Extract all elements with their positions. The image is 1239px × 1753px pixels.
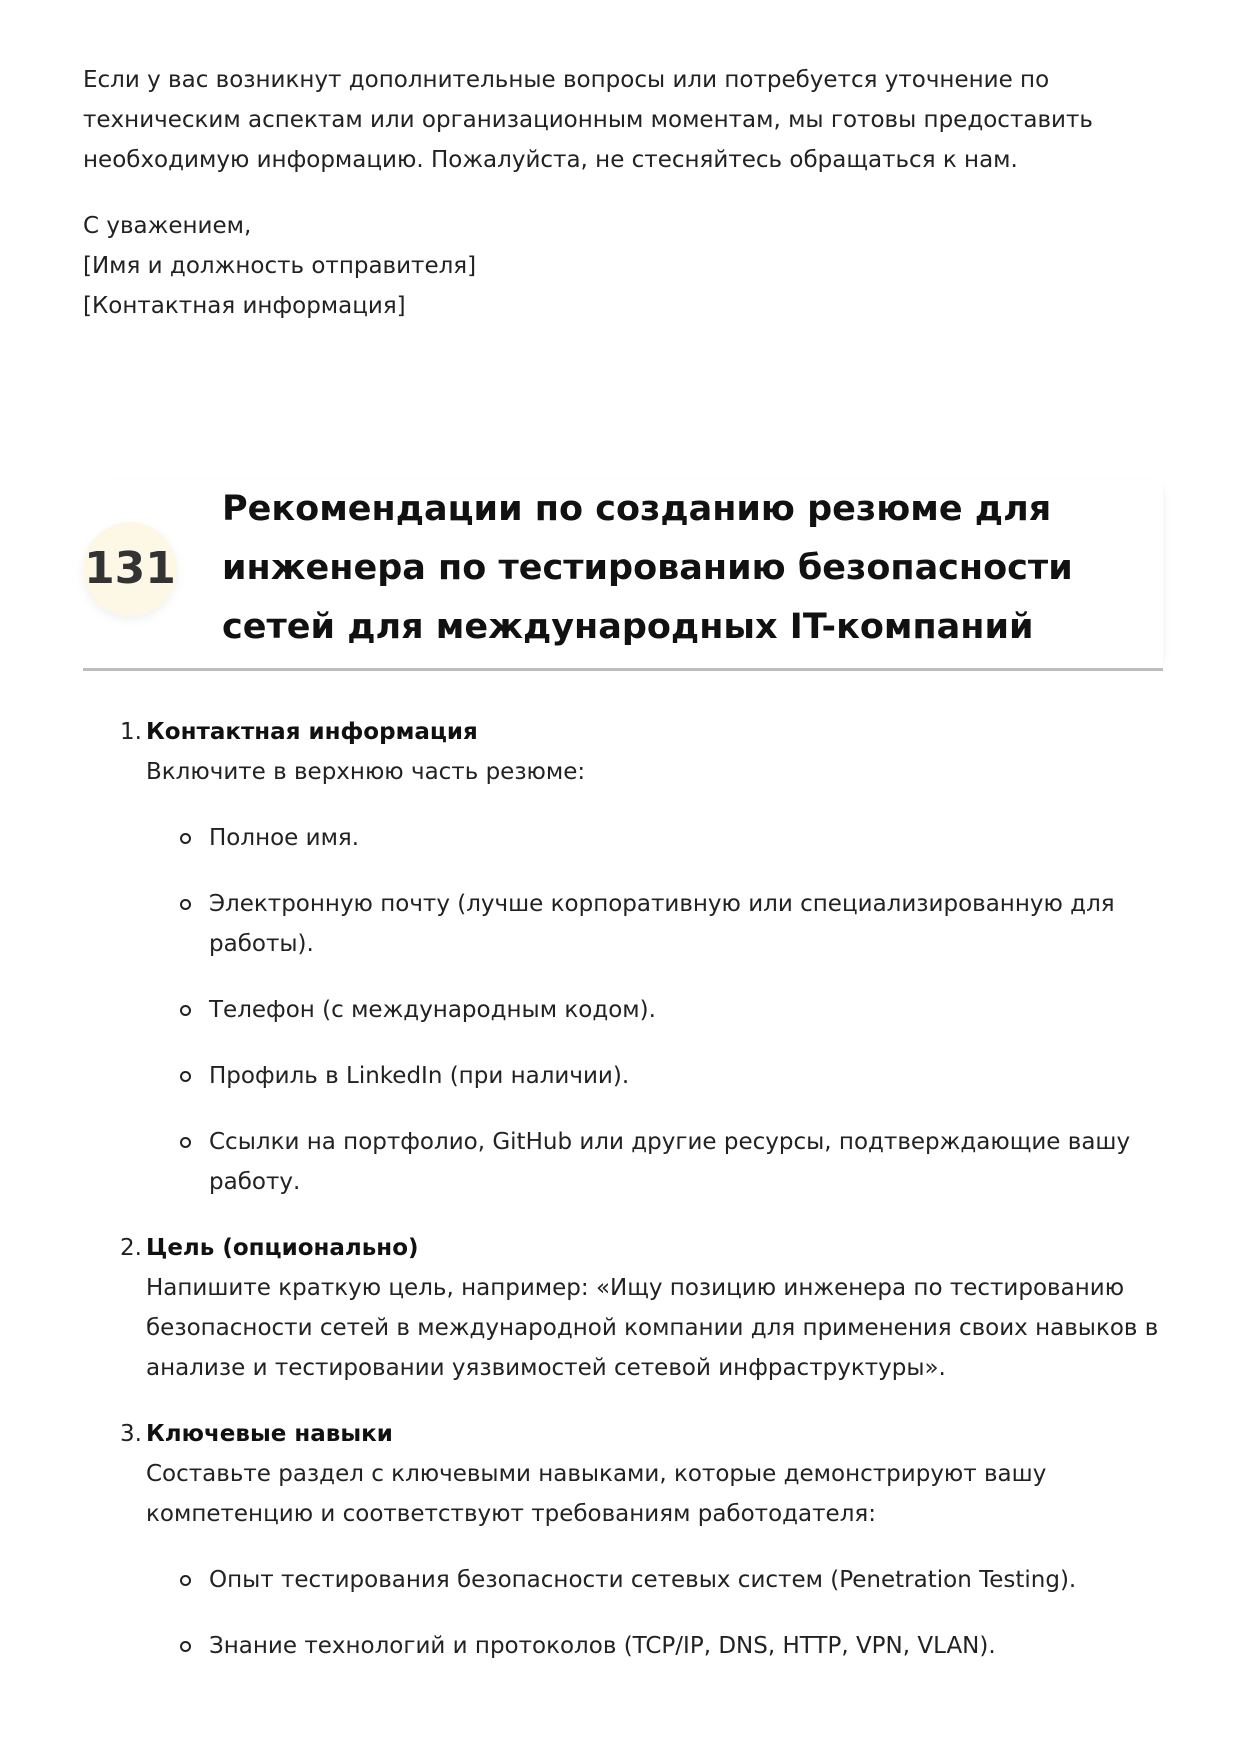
bullet-item	[146, 990, 1163, 1030]
closing: С уважением,	[83, 213, 252, 239]
item-title: Контактная информация	[146, 719, 478, 745]
list-item	[83, 1414, 1163, 1666]
item-number: 2.	[120, 1235, 142, 1261]
list-item	[83, 1228, 1163, 1388]
bullet-text: Знание технологий и протоколов (TCP/IP, DNS, HTTP, VPN, VLAN).	[209, 1633, 996, 1659]
bullet-text: Профиль в LinkedIn (при наличии).	[209, 1063, 630, 1089]
signature-name: [Имя и должность отправителя]	[83, 253, 477, 279]
item-text: Включите в верхнюю часть резюме:	[146, 759, 586, 785]
document-page	[83, 60, 1163, 1692]
section-number-badge: 131	[83, 522, 177, 616]
list-item	[83, 712, 1163, 1202]
bullet-text: Телефон (с международным кодом).	[209, 997, 656, 1023]
signature-block	[83, 206, 1163, 326]
bullet-circle-icon	[180, 1005, 191, 1016]
recommendations-list	[83, 712, 1163, 1666]
bullet-circle-icon	[180, 1137, 191, 1148]
bullet-circle-icon	[180, 1071, 191, 1082]
item-text: Составьте раздел с ключевыми навыками, которые демонстрируют вашу компетенцию и соответствуют требованиям работодателя:	[146, 1461, 1047, 1527]
bullet-item	[146, 1122, 1163, 1202]
section-title: Рекомендации по созданию резюме для инженера по тестированию безопасности сетей для международных IT-компаний	[222, 489, 1073, 647]
bullet-item	[146, 1056, 1163, 1096]
bullet-item	[146, 884, 1163, 964]
bullet-text: Опыт тестирования безопасности сетевых систем (Penetration Testing).	[209, 1567, 1077, 1593]
bullet-text: Ссылки на портфолио, GitHub или другие ресурсы, подтверждающие вашу работу.	[209, 1129, 1131, 1195]
bullet-list	[146, 818, 1163, 1202]
bullet-circle-icon	[180, 1641, 191, 1652]
signature-contact: [Контактная информация]	[83, 293, 406, 319]
bullet-item	[146, 1560, 1163, 1600]
bullet-circle-icon	[180, 899, 191, 910]
section-header	[83, 480, 1163, 671]
item-text: Напишите краткую цель, например: «Ищу позицию инженера по тестированию безопасности сетей в международной компании для применения своих навыков в анализе и тестировании уязвимостей сетевой инфраструктуры».	[146, 1275, 1159, 1381]
intro-paragraph: Если у вас возникнут дополнительные вопросы или потребуется уточнение по техническим аспектам или организационным моментам, мы готовы предоставить необходимую информацию. Пожалуйста, не стесняйтесь обращаться к нам.	[83, 67, 1093, 173]
item-number: 3.	[120, 1421, 142, 1447]
bullet-item	[146, 1626, 1163, 1666]
bullet-circle-icon	[180, 1575, 191, 1586]
bullet-item	[146, 818, 1163, 858]
item-number: 1.	[120, 719, 142, 745]
bullet-list	[146, 1560, 1163, 1666]
bullet-text: Электронную почту (лучше корпоративную или специализированную для работы).	[209, 891, 1115, 957]
item-title: Цель (опционально)	[146, 1235, 419, 1261]
bullet-circle-icon	[180, 833, 191, 844]
item-title: Ключевые навыки	[146, 1421, 393, 1447]
bullet-text: Полное имя.	[209, 825, 360, 851]
